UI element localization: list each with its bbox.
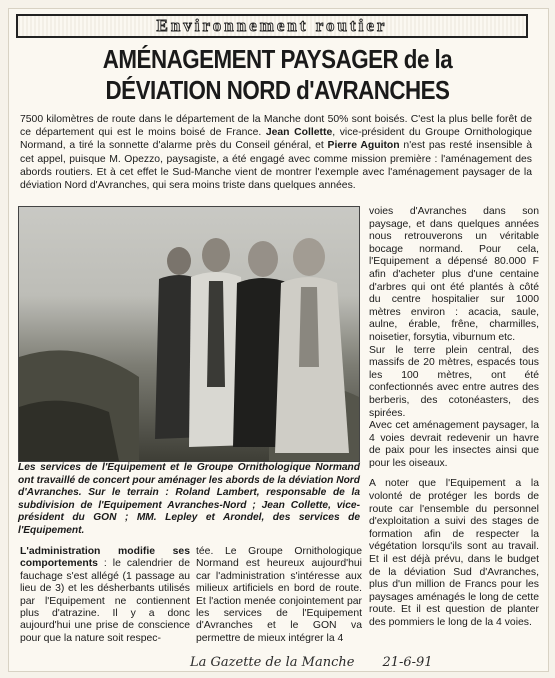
bottom-left-lead: L'administration modifie ses comportements — [20, 546, 190, 570]
intro-name-collette: Jean Collette — [265, 127, 333, 139]
article-intro — [20, 113, 532, 192]
photo-caption: Les services de l'Equipement et le Groupe Ornithologique Normand ont travaillé de concert pour aménager les abords de la déviation Nord d'Avranches. Sur le terrain : Roland Lambert, responsable de la subdivision de l'Equipement Avranches-Nord ; Jean Collette, vice-président du GON ; MM. Lepley et Arondel, des services de l'Equipement. — [18, 462, 360, 536]
intro-text-2: , vice-président du Groupe Ornithologique Normand, a tiré la sonnette d'alarme près du Conseil général, et — [20, 127, 532, 152]
article-photo — [18, 206, 360, 462]
headline-line-1: AMÉNAGEMENT PAYSAGER de la — [102, 44, 453, 74]
photo-illustration — [19, 207, 359, 461]
intro-text-3: n'est pas resté insensible à cet appel, puisque M. Opezzo, paysagiste, a été engagé avec comme mission première : l'aménagement des abords routiers. Et à cet effet le Sud-Manche vient de montrer l'exemple avec l'aménagement paysager de la déviation Nord d'Avranches, qui sera moins triste dans quelques années. — [20, 140, 533, 192]
headline-line-2: DÉVIATION NORD d'AVRANCHES — [105, 75, 450, 105]
intro-name-aguiton: Pierre Aguiton — [327, 140, 400, 152]
article-headline — [39, 44, 516, 106]
bottom-middle-paragraph: tée. Le Groupe Ornithologique Normand est heureux aujourd'hui car l'administration s'intéresse aux milieux artificiels en bord de route. Et l'action menée conjointement par les services de l'Equipement d'Avranches et le GON va permettre de mieux intégrer la 4 — [196, 546, 362, 644]
right-paragraph-3: Avec cet aménagement paysager, la 4 voies devrait redevenir un havre de paix pour les insectes ainsi que pour les oiseaux. — [369, 420, 539, 469]
right-column — [369, 206, 539, 630]
right-paragraph-2: Sur le terre plein central, des massifs de 20 mètres, espacés tous les 100 mètres, ont été confectionnés avec entre autres des berberis, des cotonéasters, des spirées. — [369, 344, 539, 419]
bottom-left-text: : le calendrier de fauchage s'est allégé (1 passage au lieu de 3) et les désherbants utilisés par l'Equipement ne contiennent plus d'atrazine. Il y a donc aujourd'hui une prise de conscience pour que la nature soit respec- — [20, 558, 190, 644]
right-paragraph-4: A noter que l'Equipement a la volonté de protéger les bords de route car l'ensemble du personnel d'exploitation a suivi des stages de formation afin de respecter la végétation lorsqu'ils sont au travail. Et il est déjà prévu, dans le budget de la déviation Sud d'Avranches, plus d'un million de Francs pour les paysages aménagés le long de cette route. Et il est question de planter des pommiers le long de la 4 voies. — [369, 478, 539, 628]
bottom-column-left — [20, 546, 190, 645]
handwritten-source-note — [190, 655, 540, 670]
source-date: 21-6-91 — [382, 655, 433, 670]
section-rubric: Environnement routier — [16, 14, 528, 38]
bottom-left-paragraph — [20, 546, 190, 645]
intro-text-1: 7500 kilomètres de route dans le département de la Manche dont 50% sont boisés. C'est la plus belle forêt de ce département qui est le moins boisé de France. — [20, 114, 532, 139]
source-name: La Gazette de la Manche — [190, 655, 355, 670]
bottom-column-middle — [196, 546, 362, 645]
right-paragraph-1: voies d'Avranches dans son paysage, et dans quelques années nous retrouverons un véritable bocage normand. Pour cela, l'Equipement a dépensé 80.000 F afin d'acheter plus d'une centaine d'arbres qui ont été plantés à côté du centre hospitalier sur 1000 mètres environ : acacia, saule, aulne, érable, frêne, charmilles, noisetier, forsytia, viburnum etc. — [369, 206, 539, 343]
